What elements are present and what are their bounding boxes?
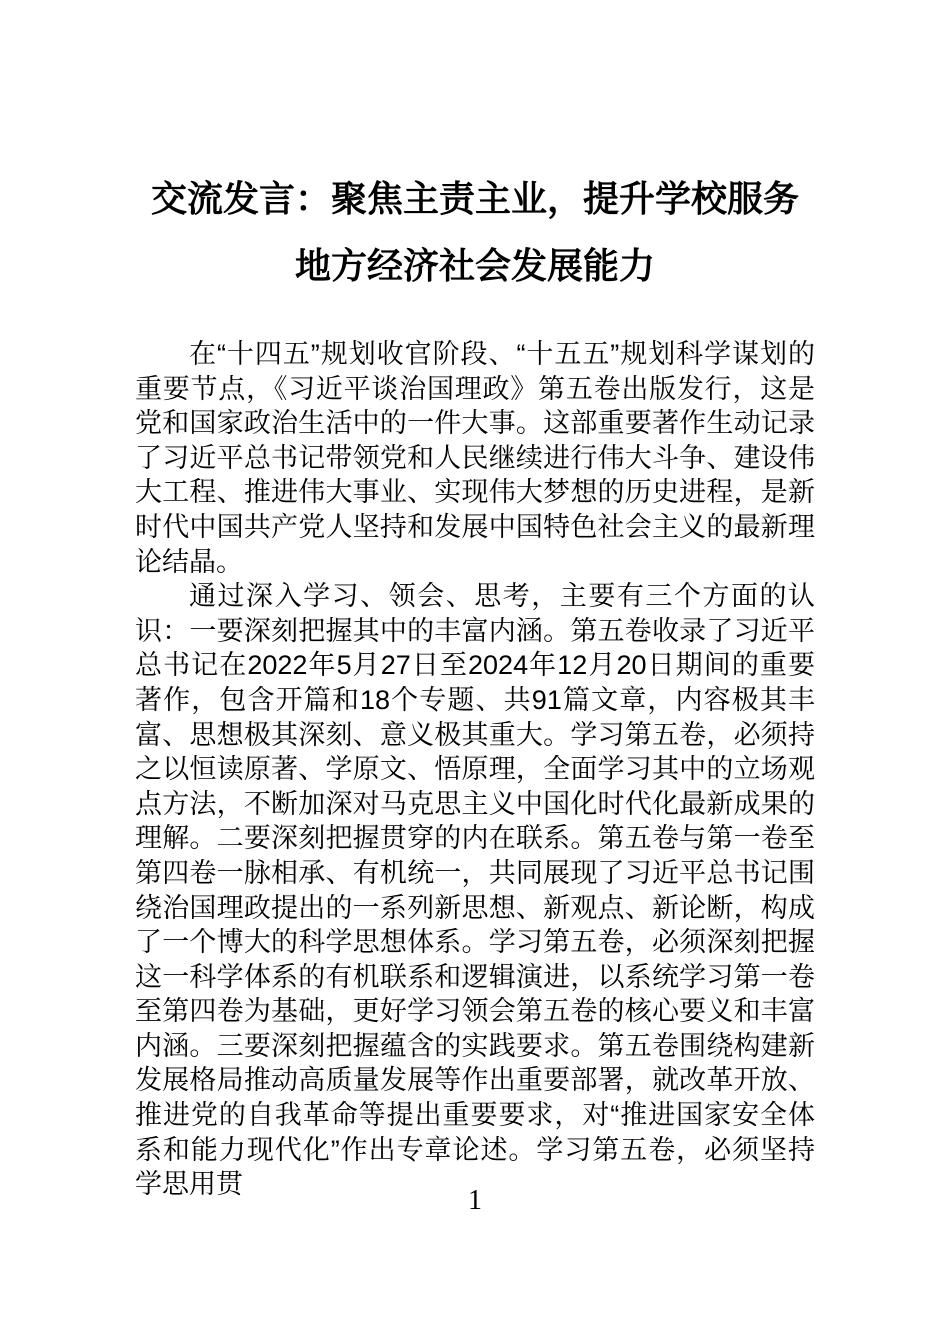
page-number: 1 <box>468 1185 482 1216</box>
document-title: 交流发言：聚焦主责主业，提升学校服务地方经济社会发展能力 <box>150 178 799 286</box>
paragraph-understanding: 通过深入学习、领会、思考，主要有三个方面的认识：一要深刻把握其中的丰富内涵。第五卷收录了习近平总书记在2022年5月27日至2024年12月20日期间的重要著作，包含开篇和18个专题、共91篇文章，内容极其丰富、思想极其深刻、意义极其重大。学习第五卷，必须持之以恒读原著、学原文、悟原理，全面学习其中的立场观点方法，不断加深对马克思主义中国化时代化最新成果的理解。二要深刻把握贯穿的内在联系。第五卷与第一卷至第四卷一脉相承、有机统一，共同展现了习近平总书记围绕治国理政提出的一系列新思想、新观点、新论断，构成了一个博大的科学思想体系。学习第五卷，必须深刻把握这一科学体系的有机联系和逻辑演进，以系统学习第一卷至第四卷为基础，更好学习领会第五卷的核心要义和丰富内涵。三要深刻把握蕴含的实践要求。第五卷围绕构建新发展格局推动高质量发展等作出重要部署，就改革开放、推进党的自我革命等提出重要要求，对“推进国家安全体系和能力现代化”作出专章论述。学习第五卷，必须坚持学思用贯 <box>135 581 815 1200</box>
paragraph-intro: 在“十四五”规划收官阶段、“十五五”规划科学谋划的重要节点，《习近平谈治国理政》第五卷出版发行，这是党和国家政治生活中的一件大事。这部重要著作生动记录了习近平总书记带领党和人民继续进行伟大斗争、建设伟大工程、推进伟大事业、实现伟大梦想的历史进程，是新时代中国共产党人坚持和发展中国特色社会主义的最新理论结晶。 <box>135 339 815 577</box>
document-body <box>135 337 815 1202</box>
